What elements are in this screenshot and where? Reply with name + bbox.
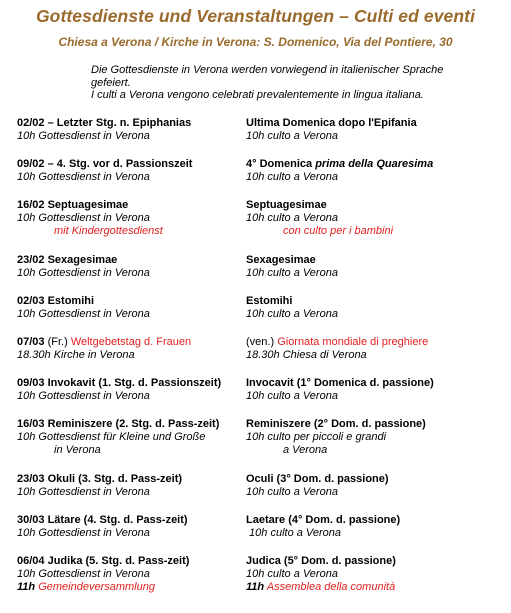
entry-de-note: mit Kindergottesdienst: [54, 225, 163, 238]
entry-german: [17, 377, 242, 403]
entry-it-detail: 10h culto a Verona: [246, 171, 338, 184]
entry-de-title: 09/02 – 4. Stg. vor d. Passionszeit: [17, 158, 193, 170]
entry-de-title: 23/03 Okuli (3. Stg. d. Pass-zeit): [17, 473, 183, 485]
entry-italian: [246, 473, 506, 499]
entry-it-title: Laetare (4° Dom. d. passione): [246, 514, 401, 526]
entry-it-detail: 10h culto a Verona: [246, 212, 338, 225]
entry-de-title: 16/03 Reminiszere (2. Stg. d. Pass-zeit): [17, 418, 220, 430]
entry-german: [17, 555, 242, 595]
entry-de-title: [17, 336, 242, 349]
entry-german: [17, 418, 242, 458]
entry-german: [17, 514, 242, 540]
entry-it-detail: 10h culto a Verona: [246, 568, 338, 581]
entry-italian: [246, 336, 506, 362]
entry-de-extra-label: Gemeindeversammlung: [35, 581, 155, 594]
entry-it-detail: 10h culto per piccoli e grandi: [246, 431, 387, 444]
entry-it-extra-time: 11h: [246, 581, 265, 594]
entry-it-detail: 10h culto a Verona: [246, 390, 338, 403]
entry-de-title: 09/03 Invokavit (1. Stg. d. Passionszeit): [17, 377, 222, 389]
entry-de-detail: 10h Gottesdienst für Kleine und Große: [17, 431, 206, 444]
entry-italian: [246, 514, 506, 540]
entry-de-title: 02/02 – Letzter Stg. n. Epiphanias: [17, 117, 192, 129]
entry-it-title: Sexagesimae: [246, 254, 316, 266]
entry-de-detail: 10h Gottesdienst in Verona: [17, 130, 150, 143]
entry-it-extra-label: Assemblea della comunità: [264, 581, 396, 594]
entry-it-title: [246, 158, 506, 171]
entry-de-event-name: Weltgebetstag d. Frauen: [70, 336, 192, 348]
entry-it-title: Estomihi: [246, 295, 293, 307]
entry-it-weekday: (ven.): [246, 336, 278, 348]
entry-de-detail: 10h Gottesdienst in Verona: [17, 390, 150, 403]
entry-it-title: Judica (5° Dom. d. passione): [246, 555, 396, 567]
entry-it-detail: 10h culto a Verona: [246, 130, 338, 143]
entry-de-detail: 10h Gottesdienst in Verona: [17, 267, 150, 280]
entry-italian: [246, 418, 506, 458]
entry-de-detail: 10h Gottesdienst in Verona: [17, 568, 150, 581]
entry-italian: [246, 158, 506, 184]
entry-italian: [246, 117, 506, 143]
entry-de-title: 16/02 Septuagesimae: [17, 199, 129, 211]
intro-it-line: I culti a Verona vengono celebrati prevalentemente in lingua italiana.: [91, 89, 424, 101]
entry-italian: [246, 254, 506, 280]
entry-de-detail: 18.30h Kirche in Verona: [17, 349, 135, 362]
entry-de-title: 23/02 Sexagesimae: [17, 254, 118, 266]
entry-german: [17, 336, 242, 362]
entry-italian: [246, 555, 506, 595]
entry-it-title-part: 4° Domenica: [246, 158, 316, 170]
entry-german: [17, 117, 242, 143]
page-subtitle: Chiesa a Verona / Kirche in Verona: S. Domenico, Via del Pontiere, 30: [58, 35, 453, 49]
entry-it-title: Ultima Domenica dopo l'Epifania: [246, 117, 417, 129]
entry-de-weekday: (Fr.): [44, 336, 71, 348]
entry-de-detail: 10h Gottesdienst in Verona: [17, 171, 150, 184]
entry-de-title: 06/04 Judika (5. Stg. d. Pass-zeit): [17, 555, 190, 567]
entry-it-detail-2: a Verona: [283, 444, 328, 457]
entry-it-detail: 10h culto a Verona: [246, 308, 338, 321]
intro-text: [91, 64, 491, 102]
entry-german: [17, 295, 242, 321]
entry-german: [17, 473, 242, 499]
entry-de-date: 07/03: [17, 336, 45, 348]
entry-it-detail: 10h culto a Verona: [246, 486, 338, 499]
entry-de-detail-2: in Verona: [54, 444, 101, 457]
entry-it-title: Invocavit (1° Domenica d. passione): [246, 377, 434, 389]
entry-de-title: 30/03 Lätare (4. Stg. d. Pass-zeit): [17, 514, 188, 526]
entry-italian: [246, 377, 506, 403]
intro-de-line-1: Die Gottesdienste in Verona werden vorwiegend in italienischer Sprache: [91, 64, 444, 76]
entry-it-extra: [246, 581, 506, 594]
entry-german: [17, 158, 242, 184]
entry-it-detail: 10h culto a Verona: [246, 267, 338, 280]
entry-it-detail: 18.30h Chiesa di Verona: [246, 349, 367, 362]
entry-it-detail: 10h culto a Verona: [246, 527, 341, 540]
entry-it-title: Oculi (3° Dom. d. passione): [246, 473, 389, 485]
entry-it-title: Reminiszere (2° Dom. d. passione): [246, 418, 426, 430]
entry-de-detail: 10h Gottesdienst in Verona: [17, 212, 150, 225]
entry-de-extra-time: 11h: [17, 581, 36, 594]
entry-german: [17, 199, 242, 239]
entry-it-note: con culto per i bambini: [283, 225, 394, 238]
entry-it-title: Septuagesimae: [246, 199, 327, 211]
entry-de-detail: 10h Gottesdienst in Verona: [17, 486, 150, 499]
page-title: Gottesdienste und Veranstaltungen – Culti ed eventi: [35, 6, 476, 26]
entry-german: [17, 254, 242, 280]
entry-italian: [246, 199, 506, 239]
entry-italian: [246, 295, 506, 321]
entry-de-detail: 10h Gottesdienst in Verona: [17, 527, 150, 540]
entry-it-event-name: Giornata mondiale di preghiere: [277, 336, 429, 348]
entry-de-extra: [17, 581, 242, 594]
entry-de-detail: 10h Gottesdienst in Verona: [17, 308, 150, 321]
entry-it-title-italic: prima della Quaresima: [315, 158, 434, 170]
entry-de-title: 02/03 Estomihi: [17, 295, 95, 307]
intro-de-line-2: gefeiert.: [91, 76, 131, 89]
entry-it-title: [246, 336, 506, 349]
